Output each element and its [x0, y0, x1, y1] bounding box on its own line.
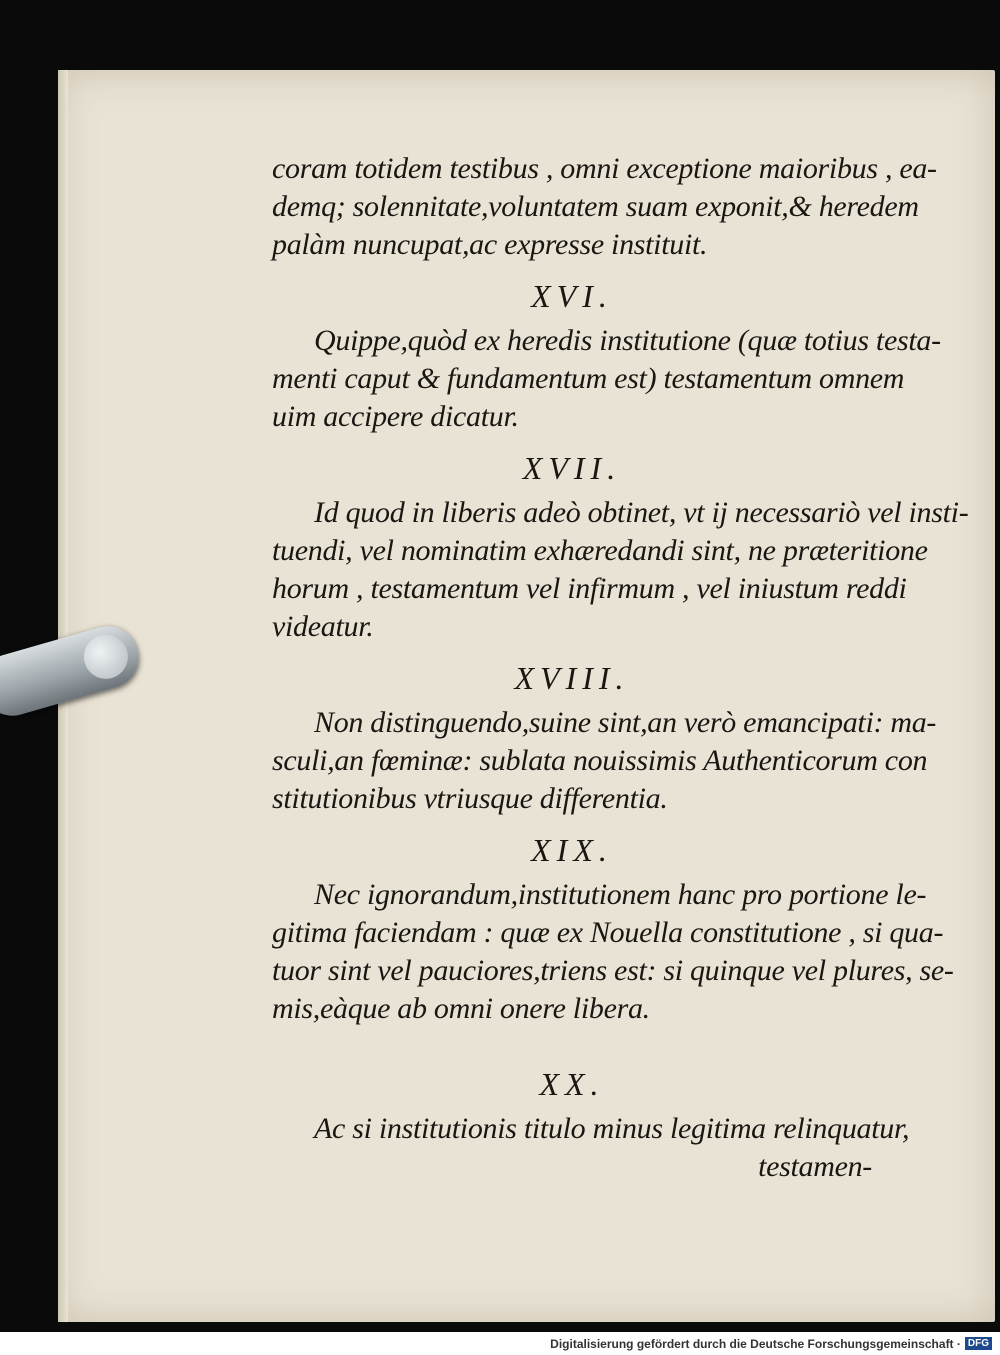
section-heading: XX.: [539, 1066, 605, 1102]
text-line: Quippe,quòd ex heredis institutione (quæ totius testa-: [314, 324, 941, 357]
text-line: mis,eàque ab omni onere libera.: [272, 992, 650, 1025]
text-line: tuor sint vel pauciores,triens est: si quinque vel plures, se-: [272, 954, 954, 987]
text-line: sculi,an fœminæ: sublata nouissimis Authenticorum con: [272, 744, 928, 777]
text-line: Nec ignorandum,institutionem hanc pro portione le-: [314, 878, 927, 911]
text-line: stitutionibus vtriusque differentia.: [272, 782, 668, 815]
text-line: uim accipere dicatur.: [272, 400, 519, 433]
text-line: menti caput & fundamentum est) testamentum omnem: [272, 362, 905, 395]
text-line: coram totidem testibus , omni exceptione maioribus , ea-: [272, 152, 937, 185]
footer-text: Digitalisierung gefördert durch die Deutsche Forschungsgemeinschaft ·: [550, 1336, 961, 1351]
page-text: [272, 150, 969, 1186]
dfg-logo-icon: DFG: [965, 1337, 992, 1350]
text-line: demq; solennitate,voluntatem suam exponit,& heredem: [272, 190, 919, 223]
text-line: Non distinguendo,suine sint,an verò emancipati: ma-: [314, 706, 937, 739]
section-heading: XVIII.: [514, 660, 630, 696]
text-line: Ac si institutionis titulo minus legitima relinquatur,: [314, 1112, 910, 1145]
text-line: videatur.: [272, 610, 374, 643]
footer-credit: [0, 1332, 1000, 1355]
text-line: palàm nuncupat,ac expresse instituit.: [272, 228, 708, 261]
section-heading: XVII.: [522, 450, 622, 486]
text-line: tuendi, vel nominatim exhæredandi sint, ne præteritione: [272, 534, 928, 567]
section-heading: XVI.: [531, 278, 613, 314]
catchword: testamen-: [758, 1150, 872, 1183]
section-heading: XIX.: [531, 832, 613, 868]
text-line: Id quod in liberis adeò obtinet, vt ij necessariò vel insti-: [314, 496, 969, 529]
text-line: gitima faciendam : quæ ex Nouella constitutione , si qua-: [272, 916, 944, 949]
text-line: horum , testamentum vel infirmum , vel iniustum reddi: [272, 572, 907, 605]
